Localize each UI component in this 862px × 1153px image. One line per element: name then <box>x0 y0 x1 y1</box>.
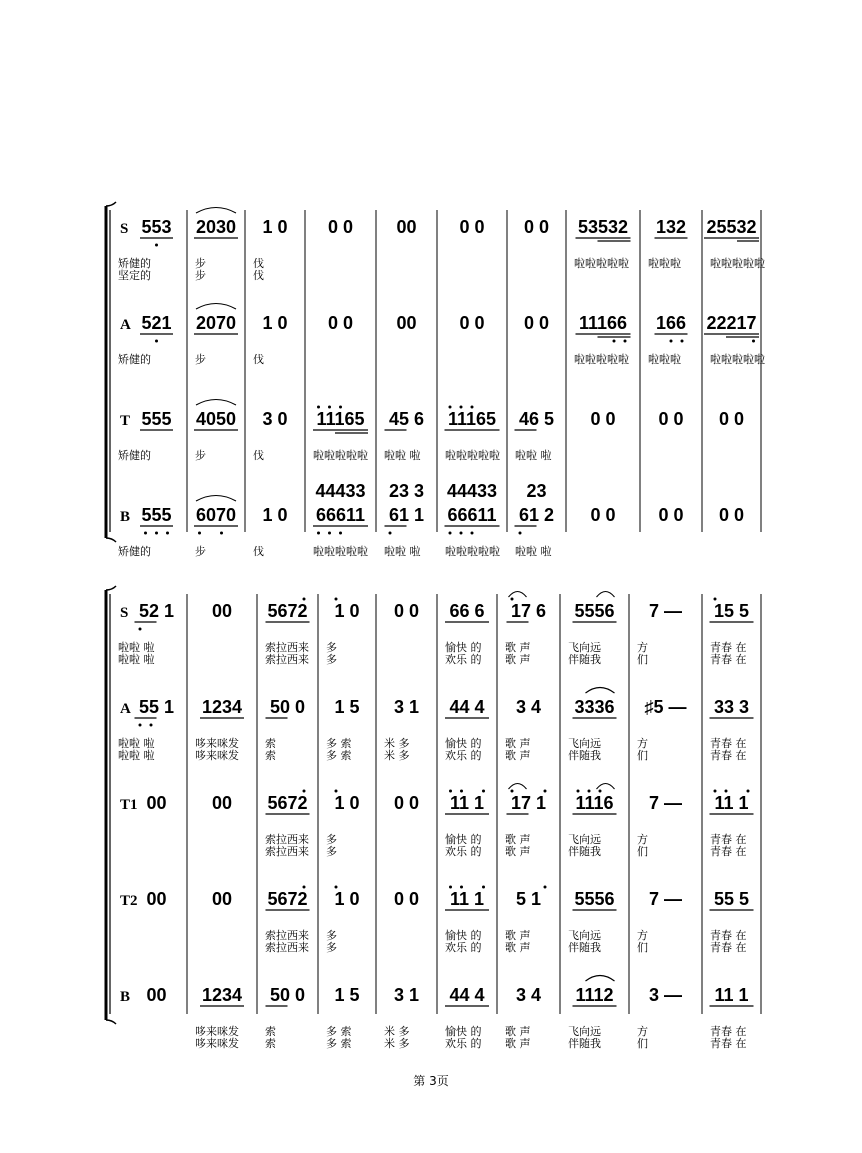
note-group: 0 0 <box>327 313 354 333</box>
octave-dot-above <box>482 790 485 793</box>
lyric-text: 哆来咪发 <box>195 737 239 750</box>
lyric-text: 伐 <box>253 353 264 366</box>
note-group: 11165 <box>447 409 497 429</box>
note-group: 11 1 <box>449 793 485 813</box>
note-group: 1 0 <box>262 217 288 237</box>
lyric-text: 米 多 <box>384 749 410 762</box>
lyric-text: 方 <box>637 737 648 750</box>
note-group: 0 0 <box>393 793 420 813</box>
lyric-text: 飞向远 <box>568 641 601 654</box>
lyric-text: 欢乐 的 <box>445 941 482 954</box>
note-group: 46 5 <box>518 409 555 429</box>
note-group: 1 0 <box>262 313 288 333</box>
lyric-text: 飞向远 <box>568 929 601 942</box>
octave-dot-above <box>714 598 717 601</box>
lyric-text: 矫健的 <box>118 353 151 366</box>
note-group: 2030 <box>195 217 237 237</box>
lyric-text: 伐 <box>253 269 264 282</box>
note-group: 15 5 <box>713 601 750 621</box>
lyric-text: 青春 在 <box>710 653 747 666</box>
octave-dot-above <box>714 790 717 793</box>
note-group: 132 <box>655 217 687 237</box>
octave-dot-below <box>144 532 147 535</box>
lyric-text: 伴随我 <box>568 749 601 762</box>
lyric-text: 伐 <box>253 257 264 270</box>
octave-dot-below <box>220 532 223 535</box>
note-group: 7 — <box>648 793 683 813</box>
lyric-text: 多 索 <box>326 737 352 750</box>
octave-dot-below <box>328 532 331 535</box>
lyric-text: 青春 在 <box>710 833 747 846</box>
lyric-text: 愉快 的 <box>445 737 482 750</box>
octave-dot-below <box>155 532 158 535</box>
lyric-text: 歌 声 <box>505 941 531 954</box>
octave-dot-above <box>471 406 474 409</box>
lyric-text: 们 <box>637 1037 648 1050</box>
lyric-text: 步 <box>195 353 206 366</box>
lyric-text: 伐 <box>253 449 264 462</box>
note-group: 00 <box>146 793 167 813</box>
octave-dot-above <box>303 886 306 889</box>
octave-dot-above <box>303 790 306 793</box>
octave-dot-below <box>613 340 616 343</box>
note-group: 66611 <box>447 505 497 525</box>
lyric-text: 伴随我 <box>568 1037 601 1050</box>
lyric-text: 索拉西来 <box>265 929 309 942</box>
lyric-text: 多 索 <box>326 749 352 762</box>
lyric-text: 步 <box>195 269 206 282</box>
part-label: A <box>120 317 131 333</box>
lyric-text: 歌 声 <box>505 641 531 654</box>
upper-note-group: 23 3 <box>388 481 425 501</box>
slur <box>586 976 615 982</box>
lyric-text: 啦啦啦啦啦 <box>445 545 500 558</box>
lyric-text: 坚定的 <box>118 269 151 282</box>
note-group: 1234 <box>201 697 243 717</box>
note-group: 5672 <box>267 793 308 813</box>
note-group: 7 — <box>648 601 683 621</box>
lyric-text: 欢乐 的 <box>445 1037 482 1050</box>
octave-dot-below <box>139 724 142 727</box>
note-group: 55 1 <box>138 697 175 717</box>
lyric-text: 矫健的 <box>118 545 151 558</box>
lyric-text: 矫健的 <box>118 449 151 462</box>
lyric-text: 索 <box>265 1025 276 1038</box>
octave-dot-above <box>544 886 547 889</box>
octave-dot-above <box>599 790 602 793</box>
bracket-hook <box>106 538 116 542</box>
lyric-text: 愉快 的 <box>445 929 482 942</box>
lyric-text: 愉快 的 <box>445 833 482 846</box>
octave-dot-below <box>155 244 158 247</box>
slur <box>196 496 236 502</box>
note-group: 00 <box>396 217 417 237</box>
lyric-text: 索拉西来 <box>265 641 309 654</box>
note-group: 1 5 <box>334 697 360 717</box>
lyric-text: 青春 在 <box>710 929 747 942</box>
octave-dot-below <box>139 628 142 631</box>
lyric-text: 米 多 <box>384 1025 410 1038</box>
lyric-text: 索拉西来 <box>265 653 309 666</box>
octave-dot-above <box>335 598 338 601</box>
note-group: 52 1 <box>138 601 175 621</box>
note-group: 4050 <box>195 409 237 429</box>
note-group: 5672 <box>267 889 308 909</box>
octave-dot-above <box>339 406 342 409</box>
lyric-text: 索拉西来 <box>265 941 309 954</box>
lyric-text: 索拉西来 <box>265 845 309 858</box>
octave-dot-below <box>449 532 452 535</box>
note-group: 11165 <box>316 409 365 429</box>
note-group: 3 4 <box>515 985 542 1005</box>
note-group: 11 1 <box>714 985 749 1005</box>
octave-dot-above <box>335 790 338 793</box>
lyric-text: 伴随我 <box>568 845 601 858</box>
part-label: S <box>120 221 129 237</box>
lyric-text: 啦啦 啦 <box>118 653 155 666</box>
note-group: 0 0 <box>718 505 745 525</box>
lyric-text: 青春 在 <box>710 845 747 858</box>
lyric-text: 啦啦 啦 <box>515 449 552 462</box>
page-number: 第 3页 <box>413 1074 449 1088</box>
octave-dot-below <box>155 340 158 343</box>
note-group: 0 0 <box>590 505 616 525</box>
note-group: 0 0 <box>459 217 485 237</box>
lyric-text: 啦啦啦啦啦 <box>445 449 500 462</box>
lyric-text: 多 <box>326 833 337 846</box>
part-label: T2 <box>120 893 138 909</box>
note-group: 0 0 <box>658 409 684 429</box>
lyric-text: 青春 在 <box>710 1037 747 1050</box>
upper-note-group: 23 <box>526 481 547 501</box>
note-group: 66611 <box>315 505 366 525</box>
note-group: 0 0 <box>523 217 550 237</box>
octave-dot-below <box>166 532 169 535</box>
note-group: 2070 <box>195 313 237 333</box>
note-group: 3 — <box>648 985 683 1005</box>
octave-dot-below <box>471 532 474 535</box>
note-group: 50 0 <box>269 697 306 717</box>
lyric-text: 愉快 的 <box>445 641 482 654</box>
note-group: 0 0 <box>327 217 354 237</box>
lyric-text: 啦啦 啦 <box>118 641 155 654</box>
octave-dot-above <box>449 886 452 889</box>
note-group: 11 1 <box>449 889 485 909</box>
part-label: A <box>120 701 131 717</box>
note-group: 1 0 <box>262 505 288 525</box>
lyric-text: 们 <box>637 653 648 666</box>
lyric-text: 青春 在 <box>710 1025 747 1038</box>
note-group: 0 0 <box>718 409 745 429</box>
lyric-text: 们 <box>637 749 648 762</box>
lyric-text: 多 <box>326 653 337 666</box>
note-group: 3 1 <box>393 985 420 1005</box>
octave-dot-above <box>588 790 591 793</box>
octave-dot-above <box>544 790 547 793</box>
lyric-text: 啦啦啦啦啦 <box>710 353 765 366</box>
lyric-text: 欢乐 的 <box>445 845 482 858</box>
octave-dot-above <box>460 406 463 409</box>
note-group: 5556 <box>574 601 615 621</box>
note-group: 25532 <box>706 217 757 237</box>
note-group: 61 2 <box>518 505 555 525</box>
lyric-text: 多 <box>326 941 337 954</box>
part-label: T <box>120 413 131 429</box>
lyric-text: 飞向远 <box>568 833 601 846</box>
lyric-text: 伴随我 <box>568 941 601 954</box>
lyric-text: 啦啦 啦 <box>515 545 552 558</box>
octave-dot-above <box>460 886 463 889</box>
octave-dot-above <box>482 886 485 889</box>
lyric-text: 方 <box>637 1025 648 1038</box>
note-group: 1 0 <box>334 601 360 621</box>
octave-dot-above <box>460 790 463 793</box>
note-group: 6070 <box>195 505 237 525</box>
lyric-text: 青春 在 <box>710 749 747 762</box>
octave-dot-above <box>317 406 320 409</box>
note-group: 166 <box>655 313 687 333</box>
upper-note-group: 44433 <box>446 481 498 501</box>
bracket-hook <box>106 1020 116 1024</box>
note-group: 0 0 <box>393 889 420 909</box>
slur <box>597 784 615 790</box>
part-label: B <box>120 989 131 1005</box>
part-label: T1 <box>120 797 138 813</box>
upper-note-group: 44433 <box>315 481 366 501</box>
lyric-text: 方 <box>637 833 648 846</box>
octave-dot-below <box>670 340 673 343</box>
lyric-text: 们 <box>637 941 648 954</box>
lyric-text: 哆来咪发 <box>195 1037 239 1050</box>
octave-dot-below <box>519 532 522 535</box>
lyric-text: 米 多 <box>384 737 410 750</box>
octave-dot-below <box>460 532 463 535</box>
lyric-text: 多 <box>326 929 337 942</box>
slur <box>586 688 615 694</box>
note-group: 00 <box>211 889 233 909</box>
note-group: 3 4 <box>515 697 542 717</box>
lyric-text: 歌 声 <box>505 1025 531 1038</box>
octave-dot-above <box>577 790 580 793</box>
bracket-hook <box>106 202 116 206</box>
octave-dot-above <box>725 790 728 793</box>
note-group: 17 1 <box>510 793 547 813</box>
slur <box>597 592 615 598</box>
octave-dot-above <box>335 886 338 889</box>
lyric-text: 米 多 <box>384 1037 410 1050</box>
octave-dot-above <box>449 406 452 409</box>
note-group: 33 3 <box>713 697 750 717</box>
lyric-text: 青春 在 <box>710 641 747 654</box>
note-group: 3 0 <box>262 409 288 429</box>
lyric-text: 步 <box>195 449 206 462</box>
note-group: 0 0 <box>393 601 420 621</box>
note-group: 5672 <box>267 601 308 621</box>
lyric-text: 哆来咪发 <box>195 749 239 762</box>
note-group: 00 <box>146 985 167 1005</box>
lyric-text: 青春 在 <box>710 737 747 750</box>
lyric-text: 方 <box>637 929 648 942</box>
note-group: 53532 <box>577 217 629 237</box>
octave-dot-below <box>150 724 153 727</box>
slur <box>509 784 527 790</box>
lyric-text: 多 <box>326 641 337 654</box>
part-label: S <box>120 605 129 621</box>
lyric-text: 索 <box>265 737 276 750</box>
note-group: 66 6 <box>449 601 485 621</box>
lyric-text: 矫健的 <box>118 257 151 270</box>
octave-dot-below <box>339 532 342 535</box>
octave-dot-below <box>198 532 201 535</box>
note-group: 11166 <box>578 313 628 333</box>
octave-dot-below <box>624 340 627 343</box>
note-group: 45 6 <box>388 409 425 429</box>
note-group: 3 1 <box>393 697 420 717</box>
lyric-text: 青春 在 <box>710 941 747 954</box>
note-group: ♯5 — <box>644 697 687 717</box>
note-group: 3336 <box>574 697 615 717</box>
note-group: 00 <box>211 601 233 621</box>
note-group: 00 <box>211 793 233 813</box>
lyric-text: 飞向远 <box>568 737 601 750</box>
slur <box>196 304 236 310</box>
note-group: 11 1 <box>714 793 749 813</box>
lyric-text: 索 <box>265 1037 276 1050</box>
lyric-text: 啦啦啦啦啦 <box>313 545 368 558</box>
lyric-text: 多 索 <box>326 1037 352 1050</box>
lyric-text: 啦啦啦啦啦 <box>574 257 629 270</box>
note-group: 7 — <box>648 889 683 909</box>
lyric-text: 歌 声 <box>505 833 531 846</box>
note-group: 0 0 <box>590 409 616 429</box>
slur <box>196 208 236 214</box>
lyric-text: 歌 声 <box>505 929 531 942</box>
lyric-text: 啦啦啦啦啦 <box>313 449 368 462</box>
lyric-text: 方 <box>637 641 648 654</box>
lyric-text: 啦啦 啦 <box>384 545 421 558</box>
lyric-text: 歌 声 <box>505 653 531 666</box>
note-group: 00 <box>396 313 417 333</box>
lyric-text: 啦啦 啦 <box>118 737 155 750</box>
lyric-text: 愉快 的 <box>445 1025 482 1038</box>
octave-dot-above <box>747 790 750 793</box>
note-group: 55 5 <box>713 889 750 909</box>
slur <box>196 400 236 406</box>
lyric-text: 啦啦 啦 <box>118 749 155 762</box>
note-group: 1234 <box>201 985 243 1005</box>
lyric-text: 啦啦啦 <box>648 257 681 270</box>
octave-dot-above <box>303 598 306 601</box>
note-group: 17 6 <box>510 601 547 621</box>
lyric-text: 多 索 <box>326 1025 352 1038</box>
lyric-text: 欢乐 的 <box>445 653 482 666</box>
lyric-text: 索拉西来 <box>265 833 309 846</box>
part-label: B <box>120 509 131 525</box>
lyric-text: 歌 声 <box>505 1037 531 1050</box>
note-group: 0 0 <box>459 313 485 333</box>
note-group: 5556 <box>574 889 615 909</box>
lyric-text: 步 <box>195 257 206 270</box>
note-group: 00 <box>146 889 167 909</box>
lyric-text: 啦啦啦啦啦 <box>574 353 629 366</box>
lyric-text: 歌 声 <box>505 737 531 750</box>
note-group: 44 4 <box>449 697 485 717</box>
lyric-text: 欢乐 的 <box>445 749 482 762</box>
lyric-text: 啦啦啦啦啦 <box>710 257 765 270</box>
slur <box>509 592 527 598</box>
octave-dot-above <box>511 790 514 793</box>
note-group: 61 1 <box>388 505 425 525</box>
bracket-hook <box>106 586 116 590</box>
octave-dot-below <box>317 532 320 535</box>
note-group: 1112 <box>575 985 614 1005</box>
octave-dot-below <box>389 532 392 535</box>
lyric-text: 歌 声 <box>505 749 531 762</box>
lyric-text: 啦啦啦 <box>648 353 681 366</box>
note-group: 1 5 <box>334 985 360 1005</box>
octave-dot-above <box>449 790 452 793</box>
lyric-text: 飞向远 <box>568 1025 601 1038</box>
lyric-text: 伴随我 <box>568 653 601 666</box>
note-group: 1116 <box>575 793 614 813</box>
lyric-text: 步 <box>195 545 206 558</box>
octave-dot-below <box>681 340 684 343</box>
note-group: 555 <box>141 409 172 429</box>
note-group: 555 <box>141 505 172 525</box>
note-group: 50 0 <box>269 985 306 1005</box>
lyric-text: 们 <box>637 845 648 858</box>
note-group: 1 0 <box>334 889 360 909</box>
note-group: 0 0 <box>658 505 684 525</box>
note-group: 1 0 <box>334 793 360 813</box>
octave-dot-above <box>511 598 514 601</box>
octave-dot-above <box>328 406 331 409</box>
lyric-text: 啦啦 啦 <box>384 449 421 462</box>
note-group: 553 <box>141 217 172 237</box>
note-group: 44 4 <box>449 985 485 1005</box>
lyric-text: 多 <box>326 845 337 858</box>
lyric-text: 哆来咪发 <box>195 1025 239 1038</box>
note-group: 521 <box>141 313 172 333</box>
lyric-text: 歌 声 <box>505 845 531 858</box>
note-group: 5 1 <box>515 889 542 909</box>
lyric-text: 伐 <box>253 545 264 558</box>
octave-dot-below <box>752 340 755 343</box>
lyric-text: 索 <box>265 749 276 762</box>
note-group: 22217 <box>706 313 757 333</box>
note-group: 0 0 <box>523 313 550 333</box>
